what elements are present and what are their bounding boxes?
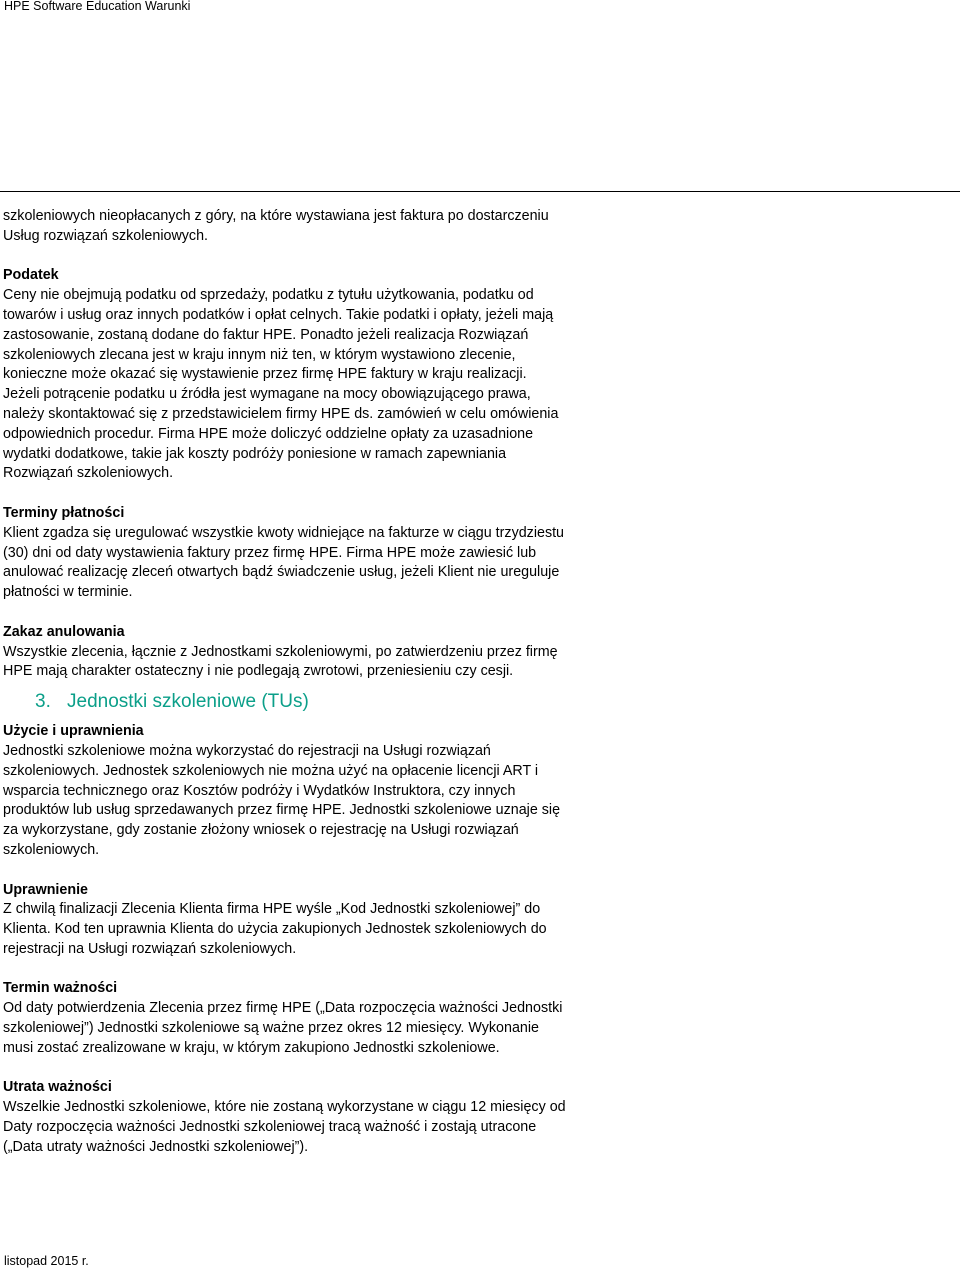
zakaz-anulowania-paragraph: Wszystkie zlecenia, łącznie z Jednostkami szkoleniowymi, po zatwierdzeniu przez firmę HPE mają charakter ostateczny i nie podlegają zwrotowi, przeniesieniu czy cesji.: [3, 643, 558, 680]
uzycie-heading: Użycie i uprawnienia: [3, 723, 144, 740]
footer-date: listopad 2015 r.: [4, 1254, 89, 1268]
spacer: [3, 1059, 643, 1079]
spacer: [3, 484, 643, 504]
uzycie-paragraph: Jednostki szkoleniowe można wykorzystać do rejestracji na Usługi rozwiązań szkoleniowych. Jednostek szkoleniowych nie można użyć na opłacenie licencji ART i wsparcia technicznego oraz Kosztów podróży i Wydatków Instruktora, czy innych produktów lub usług sprzedawanych przez firmę HPE. Jednostki szkoleniowe uznaje się za wykorzystane, gdy zostanie złożony wniosek o rejestrację na Usługi rozwiązań szkoleniowych.: [3, 742, 561, 858]
spacer: [3, 603, 643, 623]
spacer: [3, 861, 643, 881]
section-3-number: 3.: [35, 691, 51, 713]
podatek-heading: Podatek: [3, 267, 59, 284]
section-3-title: Jednostki szkoleniowe (TUs): [67, 691, 309, 713]
termin-waznosci-heading: Termin ważności: [3, 980, 118, 997]
utrata-waznosci-heading: Utrata ważności: [3, 1079, 112, 1096]
spacer: [3, 960, 643, 980]
podatek-paragraph: Ceny nie obejmują podatku od sprzedaży, podatku z tytułu użytkowania, podatku od towarów i usług oraz innych podatków i opłat celnych. Takie podatki i opłaty, jeżeli mają zastosowanie, zostaną dodane do faktur HPE. Ponadto jeżeli realizacja Rozwiązań szkoleniowych zlecana jest w kraju innym niż ten, w którym wystawiono zlecenie, konieczne może okazać się wystawienie przez firmę HPE faktury w kraju realizacji. Jeżeli potrącenie podatku u źródła jest wymagane na mocy obowiązującego prawa, należy skontaktować się z przedstawicielem firmy HPE ds. zamówień w celu omówienia odpowiednich procedur. Firma HPE może doliczyć oddzielne opłaty za uzasadnione wydatki dodatkowe, takie jak koszty podróży poniesione w ramach zapewniania Rozwiązań szkoleniowych.: [3, 287, 559, 482]
termin-waznosci-paragraph: Od daty potwierdzenia Zlecenia przez firmę HPE („Data rozpoczęcia ważności Jednostki szkoleniowej”) Jednostki szkoleniowe są ważne przez okres 12 miesięcy. Wykonanie musi zostać zrealizowane w kraju, w którym zakupiono Jednostki szkoleniowe.: [3, 1000, 563, 1056]
terminy-platnosci-paragraph: Klient zgadza się uregulować wszystkie kwoty widniejące na fakturze w ciągu trzydziestu (30) dni od daty wystawienia faktury przez firmę HPE. Firma HPE może zawiesić lub anulować realizację zleceń otwartych bądź świadczenie usług, jeżeli Klient nie ureguluje płatności w terminie.: [3, 524, 565, 601]
utrata-waznosci-paragraph: Wszelkie Jednostki szkoleniowe, które nie zostaną wykorzystane w ciągu 12 miesięcy od Daty rozpoczęcia ważności Jednostki szkoleniowej tracą ważność i zostają utracone („Data utraty ważności Jednostki szkoleniowej”).: [3, 1099, 566, 1155]
uprawnienie-paragraph: Z chwilą finalizacji Zlecenia Klienta firma HPE wyśle „Kod Jednostki szkoleniowej” do Klienta. Kod ten uprawnia Klienta do użycia zakupionych Jednostek szkoleniowych do rejestracji na Usługi rozwiązań szkoleniowych.: [3, 901, 547, 957]
spacer: [3, 247, 643, 267]
terminy-platnosci-heading: Terminy płatności: [3, 504, 125, 521]
uprawnienie-heading: Uprawnienie: [3, 881, 89, 898]
document-body: [3, 207, 643, 1158]
zakaz-anulowania-heading: Zakaz anulowania: [3, 623, 125, 640]
header-divider: [0, 191, 960, 192]
intro-paragraph: szkoleniowych nieopłacanych z góry, na które wystawiana jest faktura po dostarczeniu Usług rozwiązań szkoleniowych.: [3, 208, 549, 244]
document-header-title: HPE Software Education Warunki: [4, 0, 191, 13]
section-3-heading: [3, 682, 643, 722]
